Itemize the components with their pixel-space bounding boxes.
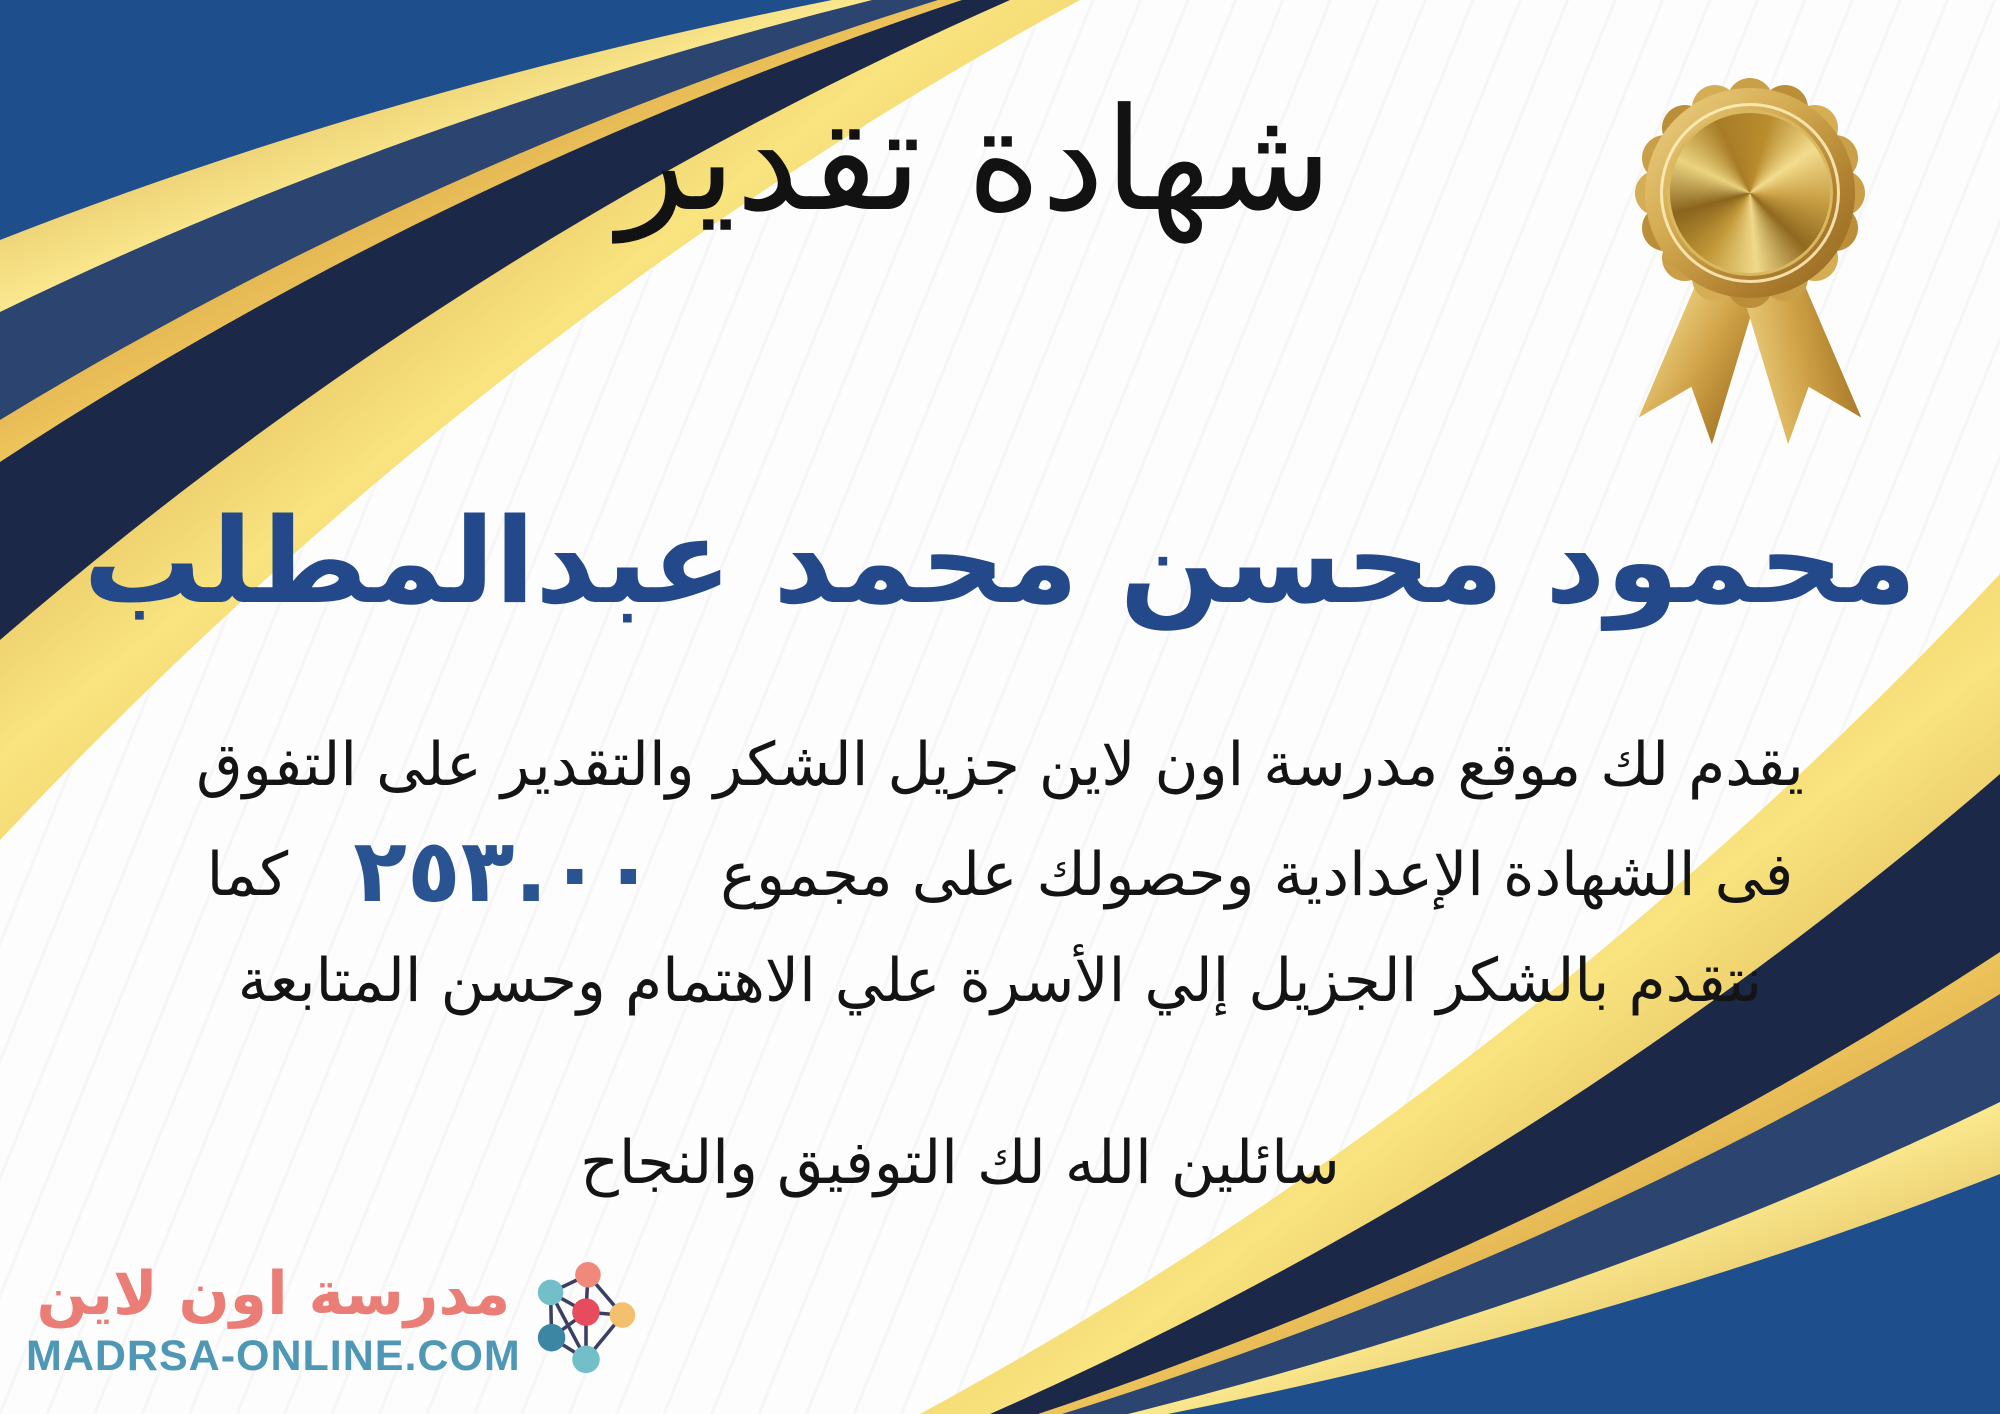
body-line-3: نتقدم بالشكر الجزيل إلي الأسرة علي الاهتمام وحسن المتابعة <box>237 946 1763 1016</box>
body-line-2-suffix: كما <box>206 840 289 910</box>
logo-arabic-text: مدرسة اون لاين <box>36 1259 511 1329</box>
logo-domain-text: MADRSA-ONLINE.COM <box>26 1332 521 1380</box>
score-value: ٢٥٣.٠٠ <box>353 819 656 922</box>
certificate-title: شهادة تقدير <box>617 78 1333 243</box>
network-graph-icon <box>527 1261 645 1379</box>
body-line-2-prefix: فى الشهادة الإعدادية وحصولك على مجموع <box>720 840 1794 910</box>
closing-line: سائلين الله لك التوفيق والنجاح <box>580 1128 1340 1198</box>
recipient-name: محمود محسن محمد عبدالمطلب <box>83 492 1917 630</box>
certificate-body <box>0 712 2000 1034</box>
body-line-2 <box>0 818 2000 928</box>
site-logo <box>26 1258 645 1382</box>
body-line-1: يقدم لك موقع مدرسة اون لاين جزيل الشكر والتقدير على التفوق <box>196 730 1804 800</box>
logo-text-block <box>26 1258 521 1382</box>
